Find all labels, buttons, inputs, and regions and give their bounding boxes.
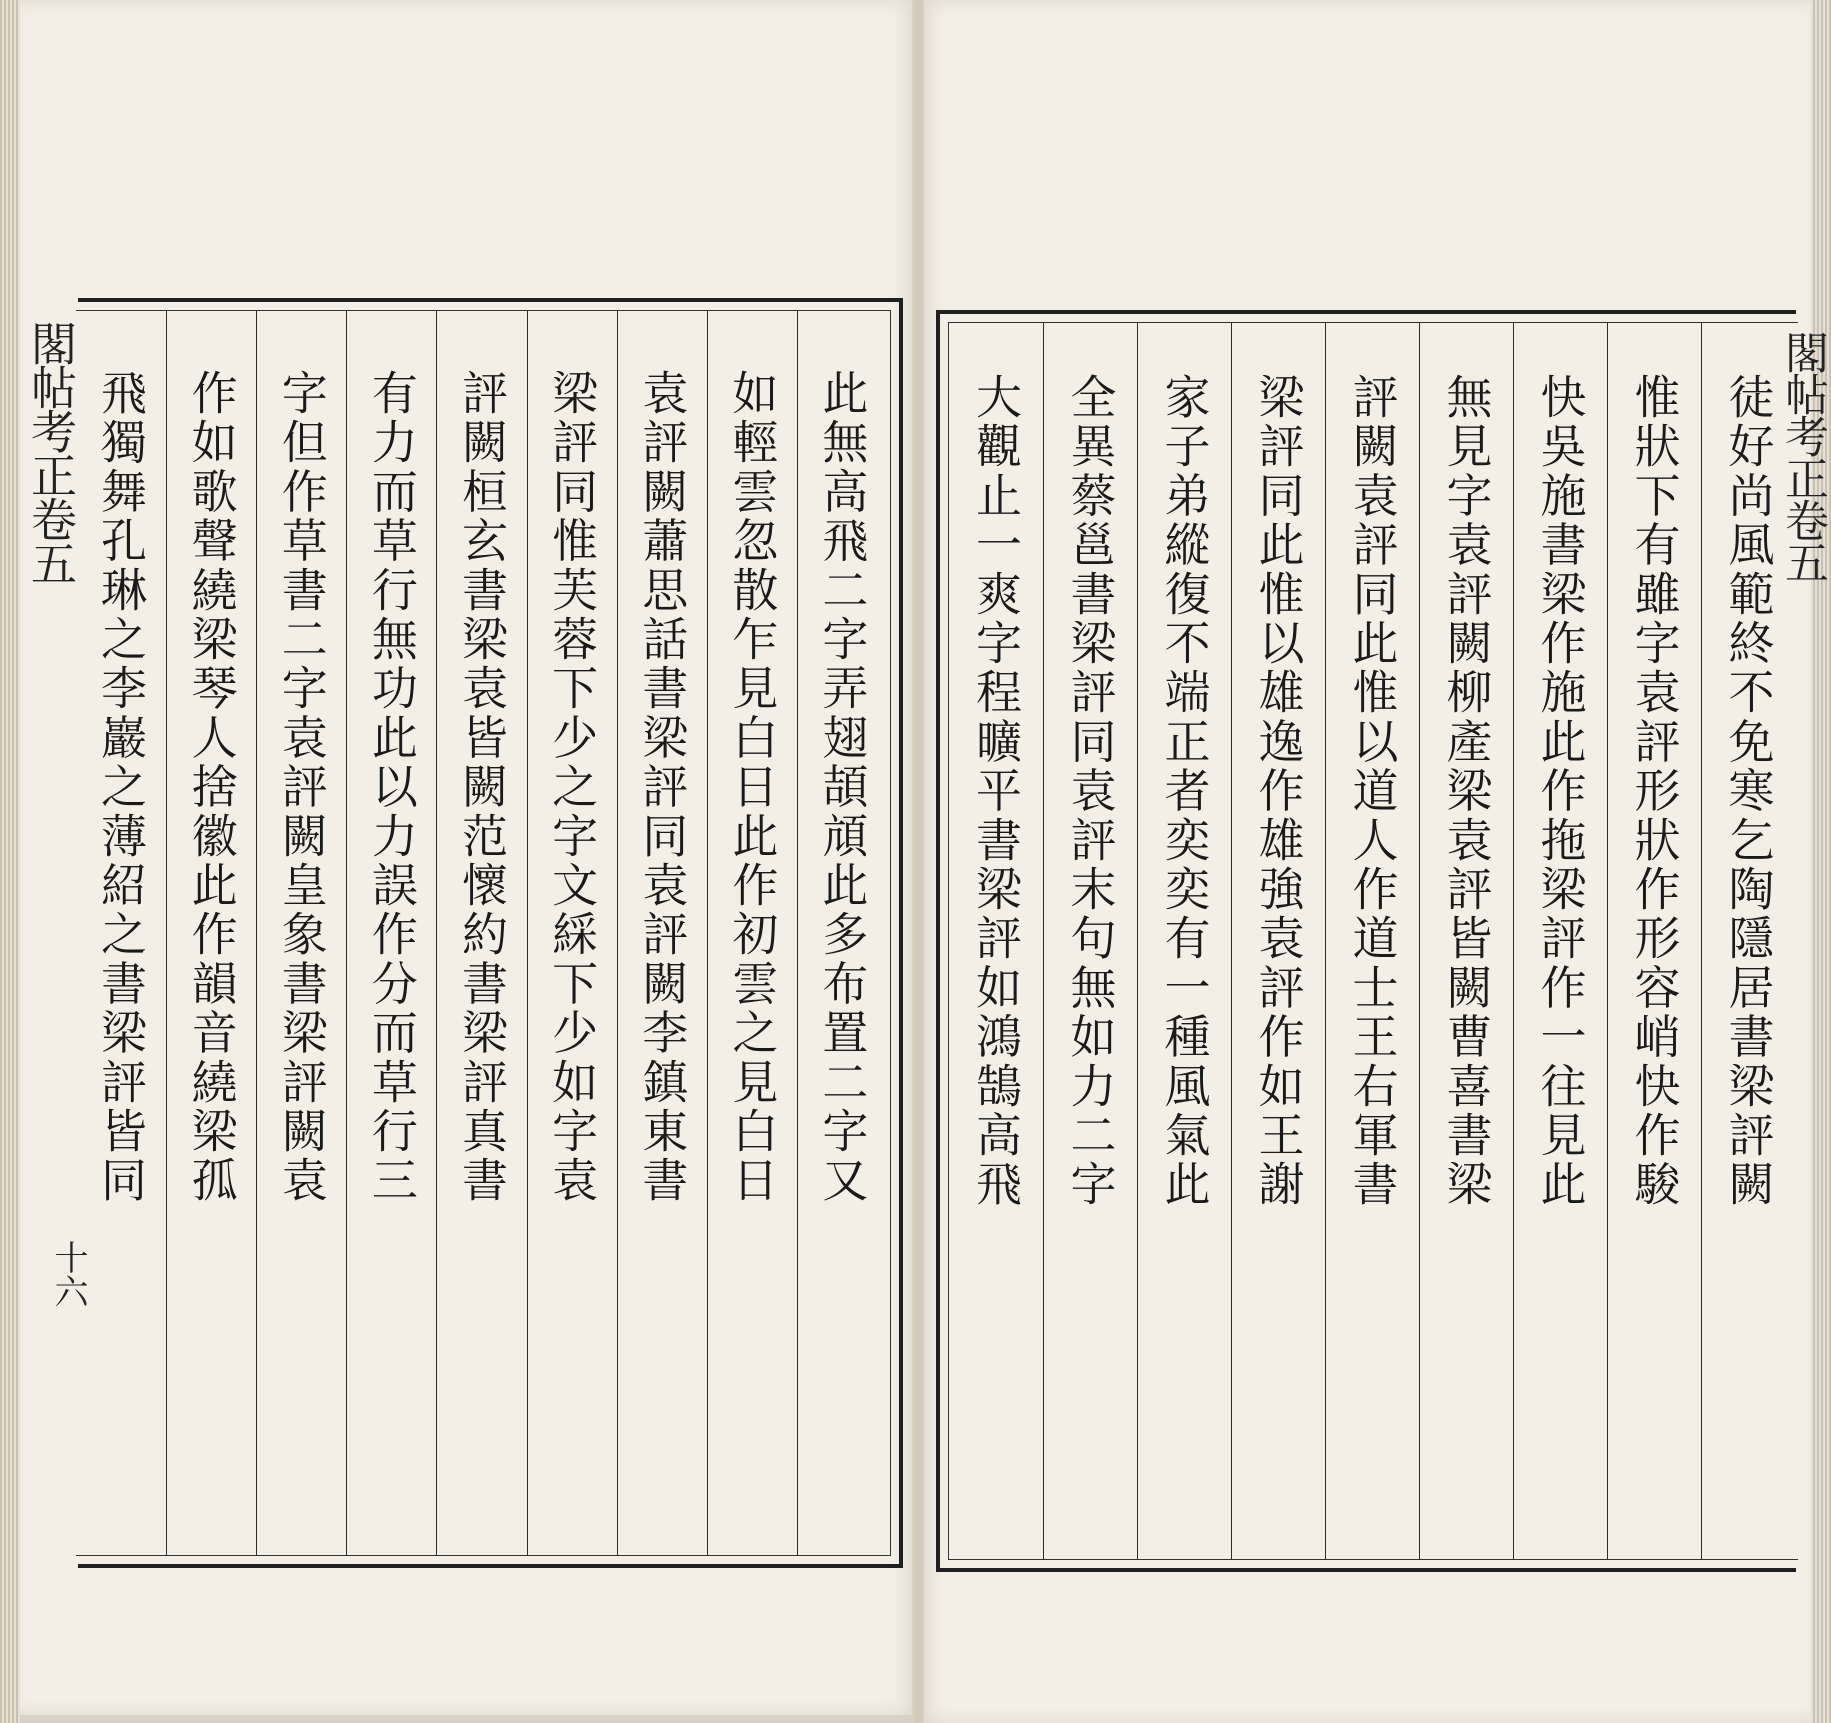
column-text: 此無高飛二字弄翅頡頏此多布置二字又 — [815, 369, 870, 1206]
left-text-frame — [78, 298, 903, 1568]
text-column — [1607, 323, 1701, 1559]
column-text: 無見字袁評闕柳產梁袁評皆闕曹喜書梁 — [1439, 373, 1494, 1210]
column-text: 大觀止一爽字程曠平書梁評如鴻鵠高飛 — [969, 373, 1023, 1210]
text-column — [527, 311, 617, 1555]
text-column — [707, 311, 797, 1555]
column-text: 有力而草行無功此以力誤作分而草行三 — [364, 369, 419, 1206]
text-column — [166, 311, 256, 1555]
column-text: 字但作草書二字袁評闕皇象書梁評闕袁 — [274, 369, 329, 1206]
text-column — [949, 323, 1043, 1559]
book-gutter — [912, 0, 924, 1723]
column-text: 快吳施書梁作施此作拖梁評作一往見此 — [1533, 373, 1588, 1210]
column-text: 如輕雲忽散乍見白日此作初雲之見白日 — [725, 369, 780, 1206]
text-column — [1419, 323, 1513, 1559]
left-columns — [76, 311, 887, 1555]
column-text: 惟狀下有雖字袁評形狀作形容峭快作駿 — [1627, 373, 1682, 1210]
book-edge-right — [1811, 0, 1831, 1723]
text-column — [617, 311, 707, 1555]
column-text: 全異蔡邕書梁評同袁評末句無如力二字 — [1063, 373, 1118, 1210]
right-inner-frame — [948, 322, 1798, 1560]
text-column — [436, 311, 526, 1555]
text-column — [1231, 323, 1325, 1559]
column-text: 飛獨舞孔琳之李巖之薄紹之書梁評皆同 — [94, 369, 149, 1206]
right-columns — [949, 323, 1795, 1559]
text-column — [1137, 323, 1231, 1559]
book-edge-left — [0, 0, 20, 1723]
text-column — [1325, 323, 1419, 1559]
left-inner-frame — [76, 310, 891, 1556]
text-column — [1043, 323, 1137, 1559]
text-column — [797, 311, 887, 1555]
right-margin-title: 閣帖考正卷五 — [1777, 330, 1828, 582]
column-text: 徒好尚風範終不免寒乞陶隱居書梁評闕 — [1721, 373, 1776, 1210]
text-column — [346, 311, 436, 1555]
text-column — [1513, 323, 1607, 1559]
column-text: 梁評同此惟以雄逸作雄強袁評作如王謝 — [1251, 373, 1306, 1210]
column-text: 家子弟縱復不端正者奕奕有一種風氣此 — [1157, 373, 1212, 1210]
column-text: 袁評闕蕭思話書梁評同袁評闕李鎮東書 — [635, 369, 690, 1206]
column-text: 評闕桓玄書梁袁皆闕范懷約書梁評真書 — [454, 369, 509, 1206]
right-text-frame — [936, 310, 1796, 1572]
column-text: 評闕袁評同此惟以道人作道士王右軍書 — [1345, 373, 1400, 1210]
left-page-number: 十六 — [48, 1240, 88, 1308]
column-text: 作如歌聲繞梁琴人捨徽此作韻音繞梁孤 — [184, 369, 239, 1206]
text-column — [76, 311, 166, 1555]
left-margin-title: 閣帖考正卷五 — [24, 320, 78, 584]
column-text: 梁評同惟芙蓉下少之字文綵下少如字袁 — [545, 369, 600, 1206]
text-column — [256, 311, 346, 1555]
